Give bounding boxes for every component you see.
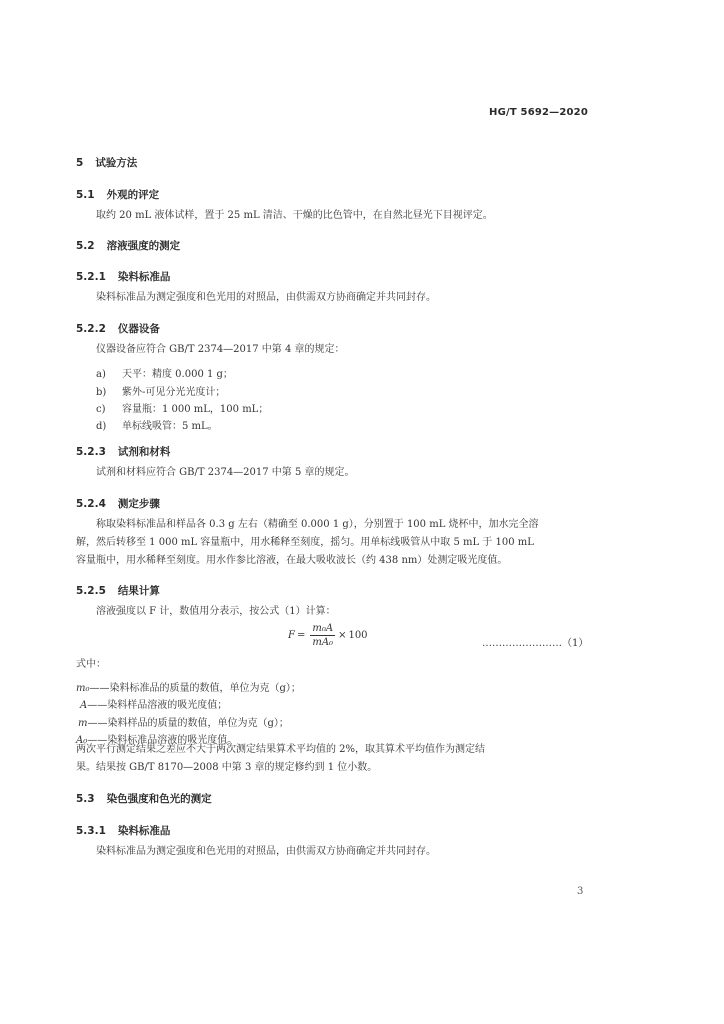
paragraph-line: 解，然后转移至 1 000 mL 容量瓶中，用水稀释至刻度，摇匀。用单标线吸管从中取 5 mL 于 100 mL — [76, 537, 534, 548]
definition-item — [80, 696, 227, 711]
list-text: 天平：精度 0.000 1 g； — [122, 369, 233, 380]
paragraph-5-2-2-intro: 仪器设备应符合 GB/T 2374—2017 中第 4 章的规定： — [96, 344, 345, 355]
heading-title: 染色强度和色光的测定 — [106, 793, 212, 805]
heading-title: 溶液强度的测定 — [106, 240, 181, 252]
standard-number: HG/T 5692—2020 — [489, 107, 588, 118]
heading-title: 染料标准品 — [117, 825, 171, 837]
list-item — [96, 383, 225, 398]
definition-text: ——染料标准品溶液的吸光度值。 — [87, 735, 238, 746]
list-text: 单标线吸管：5 mL。 — [122, 421, 218, 432]
formula-factor: 100 — [348, 630, 368, 641]
heading-title: 染料标准品 — [117, 271, 171, 283]
definition-item — [78, 714, 289, 729]
definition-symbol: A — [80, 700, 88, 711]
heading-title: 仪器设备 — [117, 323, 160, 335]
heading-5-3-1 — [76, 823, 170, 838]
heading-5-3 — [76, 791, 212, 806]
definition-text: ——染料标准品的质量的数值，单位为克（g）； — [89, 683, 301, 694]
heading-title: 试剂和材料 — [117, 446, 171, 458]
heading-5-2-3 — [76, 444, 170, 459]
formula-equals: = — [296, 630, 306, 641]
paragraph-line: 两次平行测定结果之差应不大于两次测定结果算术平均值的 2%，取其算术平均值作为测定结 — [76, 744, 486, 755]
heading-5-2-2 — [76, 321, 160, 336]
list-item — [96, 400, 268, 415]
heading-title: 结果计算 — [117, 585, 160, 597]
list-item — [96, 417, 218, 432]
heading-5-2-1 — [76, 269, 170, 284]
heading-number: 5.3.1 — [76, 825, 106, 837]
paragraph-5-2-3: 试剂和材料应符合 GB/T 2374—2017 中第 5 章的规定。 — [96, 467, 355, 478]
paragraph-line: 称取染料标准品和样品各 0.3 g 左右（精确至 0.000 1 g），分别置于 100 mL 烧杯中，加水完全溶 — [96, 519, 539, 530]
heading-5-1 — [76, 187, 159, 202]
paragraph-5-2-1: 染料标准品为测定强度和色光用的对照品，由供需双方协商确定并共同封存。 — [96, 292, 436, 303]
heading-5 — [76, 155, 137, 170]
paragraph-line: 容量瓶中，用水稀释至刻度。用水作参比溶液，在最大吸收波长（约 438 nm）处测定吸光度值。 — [76, 555, 508, 566]
formula-times: × — [338, 630, 347, 641]
heading-number: 5.3 — [76, 793, 95, 805]
heading-number: 5.2.5 — [76, 585, 106, 597]
formula-lhs: F — [288, 630, 295, 641]
paragraph-5-1: 取约 20 mL 液体试样，置于 25 mL 清洁、干燥的比色管中，在自然北昼光下目视评定。 — [96, 210, 493, 221]
paragraph-line: 果。结果按 GB/T 8170—2008 中第 3 章的规定修约到 1 位小数。 — [76, 762, 378, 773]
definition-symbol: m — [78, 718, 88, 729]
heading-number: 5.2.2 — [76, 323, 106, 335]
definition-item — [76, 679, 301, 694]
list-marker: c) — [96, 404, 106, 415]
definition-symbol: m₀ — [76, 683, 90, 694]
where-label: 式中： — [76, 659, 106, 670]
definition-text: ——染料样品的质量的数值，单位为克（g）； — [87, 718, 289, 729]
equation-number: ……………………（1） — [482, 638, 589, 649]
heading-title: 外观的评定 — [106, 189, 160, 201]
heading-number: 5.2 — [76, 240, 95, 252]
list-marker: a) — [96, 369, 106, 380]
formula-1 — [288, 623, 368, 657]
page-number: 3 — [577, 886, 584, 897]
heading-number: 5.2.3 — [76, 446, 106, 458]
heading-number: 5.2.4 — [76, 498, 106, 510]
heading-number: 5 — [76, 157, 84, 169]
heading-5-2 — [76, 238, 180, 253]
heading-5-2-4 — [76, 496, 160, 511]
heading-number: 5.2.1 — [76, 271, 106, 283]
list-item — [96, 365, 233, 380]
paragraph-5-2-5-intro: 溶液强度以 F 计，数值用分表示，按公式（1）计算： — [96, 606, 336, 617]
heading-title: 试验方法 — [95, 157, 138, 169]
heading-number: 5.1 — [76, 189, 95, 201]
definition-symbol: A₀ — [76, 735, 88, 746]
formula-numerator: m₀A — [312, 623, 334, 634]
heading-title: 测定步骤 — [117, 498, 160, 510]
list-text: 容量瓶：1 000 mL，100 mL； — [122, 404, 269, 415]
definition-text: ——染料样品溶液的吸光度值； — [87, 700, 228, 711]
list-text: 紫外-可见分光光度计； — [122, 387, 226, 398]
list-marker: b) — [96, 387, 107, 398]
heading-5-2-5 — [76, 583, 160, 598]
formula-fraction — [310, 623, 335, 648]
list-marker: d) — [96, 421, 107, 432]
formula-denominator: mA₀ — [312, 637, 334, 648]
paragraph-5-3-1: 染料标准品为测定强度和色光用的对照品，由供需双方协商确定并共同封存。 — [96, 846, 436, 857]
